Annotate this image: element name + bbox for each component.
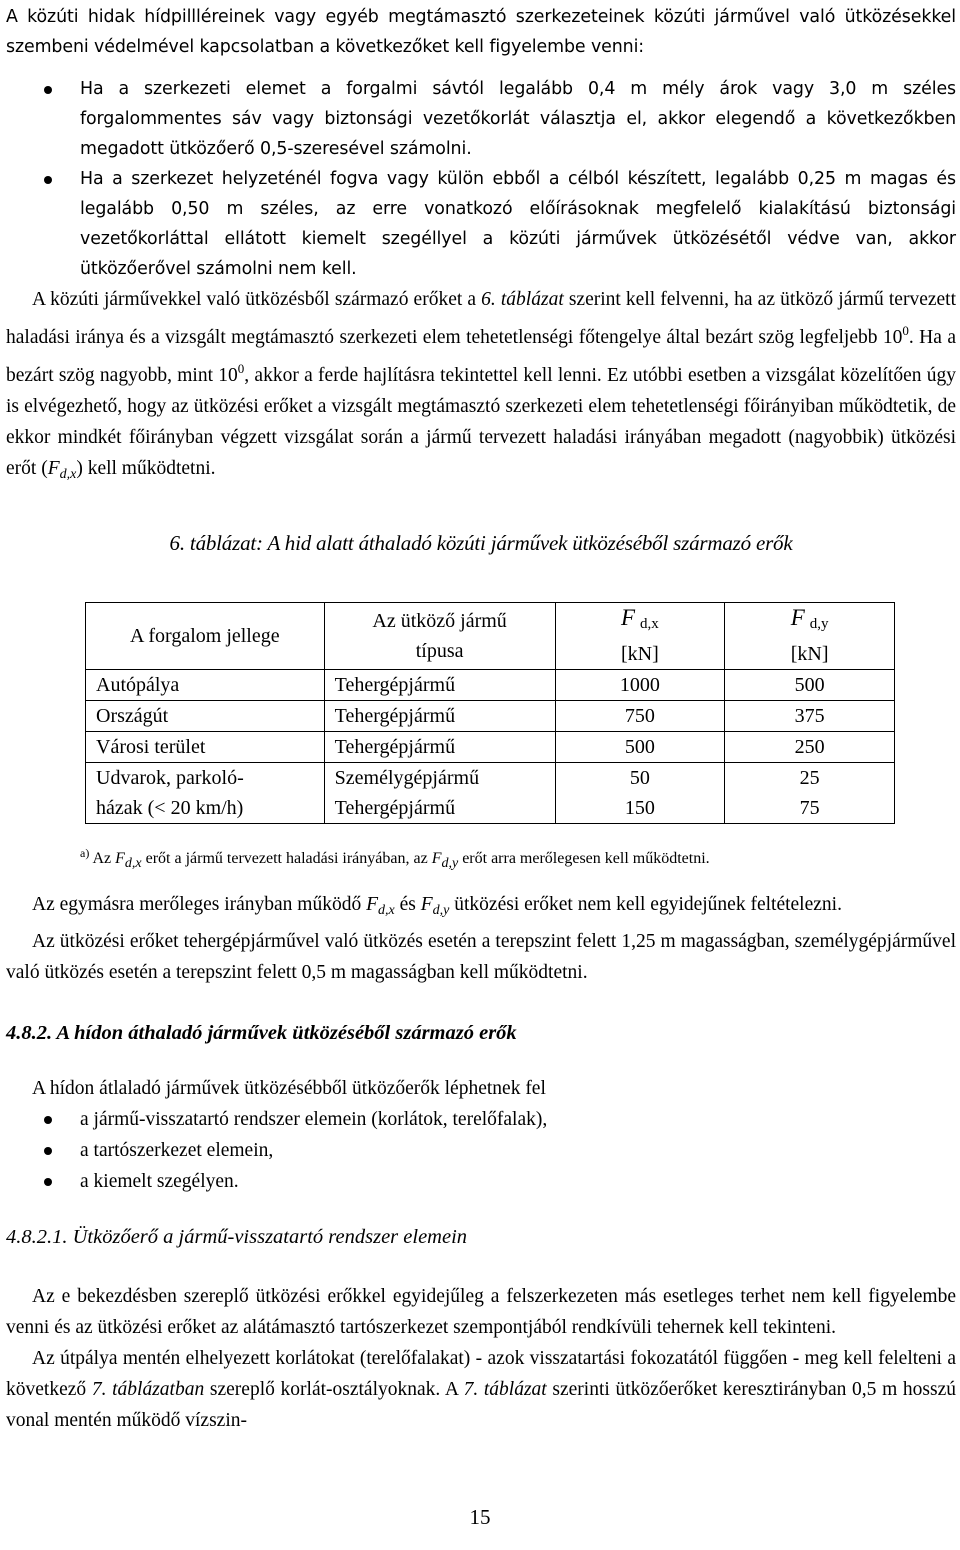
list-item: a tartószerkezet elemein, <box>6 1135 956 1166</box>
table-reference: 7. táblázat <box>463 1379 547 1400</box>
table-row: Autópálya Tehergépjármű 1000 500 <box>86 670 895 701</box>
bridge-collision-paragraph: A hídon átlaladó járművek ütközésébből ütközőerők léphetnek fel <box>32 1078 546 1099</box>
table-header-row <box>86 603 895 670</box>
subsection-heading: 4.8.2.1. Ütközőerő a jármű-visszatartó rendszer elemein <box>6 1226 468 1248</box>
collision-force-paragraph: A közúti járművekkel való ütközésből származó erőket a 6. táblázat szerint kell felvenni, ha az ütköző jármű tervezett haladási iránya és a vizsgált megtámasztó szerkezeti elem tehetetlenségi főtengelye által bezárt szög legfeljebb $10^0$. Ha a bezárt szög nagyobb, mint $10^0$, akkor a ferde hajlításra tekintettel kell lenni. Ez utóbbi esetben a vizsgálat közelítően úgy is elvégezhető, hogy az ütközési erőket a vizsgált megtámasztó szerkezeti elem tehetetlenségi főirányiban működtetik, de ekkor mindkét főirányban végzett vizsgálat során a jármű tervezett haladási irányában megadott (nagyobbik) ütközési erőt $(F_{d,x})$ kell működtetni. <box>6 289 957 482</box>
header-vehicle-type: Az ütköző jármű típusa <box>324 603 555 670</box>
simultaneity-paragraph: Az egymásra merőleges irányban működő $F_{d,x}$ és $F_{d,y}$ ütközési erőket nem kell egyidejűnek feltételezni. <box>32 894 842 918</box>
section-heading: 4.8.2. A hídon áthaladó járművek ütközéséből származó erők <box>6 1022 517 1044</box>
document-page <box>6 0 956 1436</box>
table-reference: 7. táblázatban <box>91 1379 205 1400</box>
list-item: Ha a szerkezeti elemet a forgalmi sávtól legalább 0,4 m mély árok vagy 3,0 m széles forgalommentes sáv vagy biztonsági vezetőkorlát választja el, akkor elegendő a következőkben megadott ütközőerő 0,5-szeresével számolni. <box>6 74 956 164</box>
header-force-y: F d,y [kN] <box>725 603 895 670</box>
application-height-paragraph: Az ütközési erőket tehergépjárművel való ütközés esetén a terepszint felett 1,25 m magasságban, személygépjárművel való ütközés esetén a terepszint felett 0,5 m magasságban kell működtetni. <box>6 931 956 983</box>
table-row: Városi terület Tehergépjármű 500 250 <box>86 732 895 763</box>
collision-force-table <box>85 602 895 824</box>
page-number: 15 <box>469 1505 491 1529</box>
table-caption: 6. táblázat: A hid alatt áthaladó közúti járművek ütközéséből származó erők <box>169 531 793 555</box>
barrier-class-paragraph: Az útpálya mentén elhelyezett korlátokat (terelőfalakat) - azok visszatartási fokozatától függően - meg kell felelteni a következő 7. táblázatban szereplő korlát-osztályoknak. A 7. táblázat szerinti ütközőerőket keresztirányban 0,5 m hosszú vonal mentén működő vízszin- <box>6 1348 957 1431</box>
collision-location-list <box>6 1104 956 1197</box>
table-footnote: $^{a)}$ Az Fd,x erőt a jármű tervezett haladási irányában, az Fd,y erőt arra merőlegesen kell működtetni. <box>80 846 710 871</box>
table-row: Udvarok, parkoló- házak (< 20 km/h) Személygépjármű Tehergépjármű 50 150 25 75 <box>86 763 895 824</box>
intro-paragraph: A közúti hidak hídpillléreinek vagy egyéb megtámasztó szerkezeteinek közúti járművel való ütközésekkel szembeni védelmével kapcsolatban a következőket kell figyelembe venni: <box>6 7 956 57</box>
header-traffic-type: A forgalom jellege <box>86 603 325 670</box>
header-force-x: F d,x [kN] <box>555 603 725 670</box>
list-item: Ha a szerkezet helyzeténél fogva vagy külön ebből a célból készített, legalább 0,25 m magas és legalább 0,50 m széles, az erre vonatkozó előírásoknak megfelelő kialakítású biztonsági vezetőkorláttal ellátott kiemelt szegéllyel a közúti járművek ütközésétől védve van, akkor ütközőerővel számolni nem kell. <box>6 164 956 284</box>
list-item: a jármű-visszatartó rendszer elemein (korlátok, terelőfalak), <box>6 1104 956 1135</box>
list-item: a kiemelt szegélyen. <box>6 1166 956 1197</box>
table-row: Országút Tehergépjármű 750 375 <box>86 701 895 732</box>
table-reference: 6. táblázat <box>481 289 564 310</box>
condition-bullet-list <box>6 74 956 284</box>
extraordinary-load-paragraph: Az e bekezdésben szereplő ütközési erőkkel egyidejűleg a felszerkezeten más esetleges terhet nem kell figyelembe venni és az ütközési erőket az alátámasztó tartószerkezet szempontjából rendkívüli tehernek kell tekinteni. <box>6 1286 956 1338</box>
